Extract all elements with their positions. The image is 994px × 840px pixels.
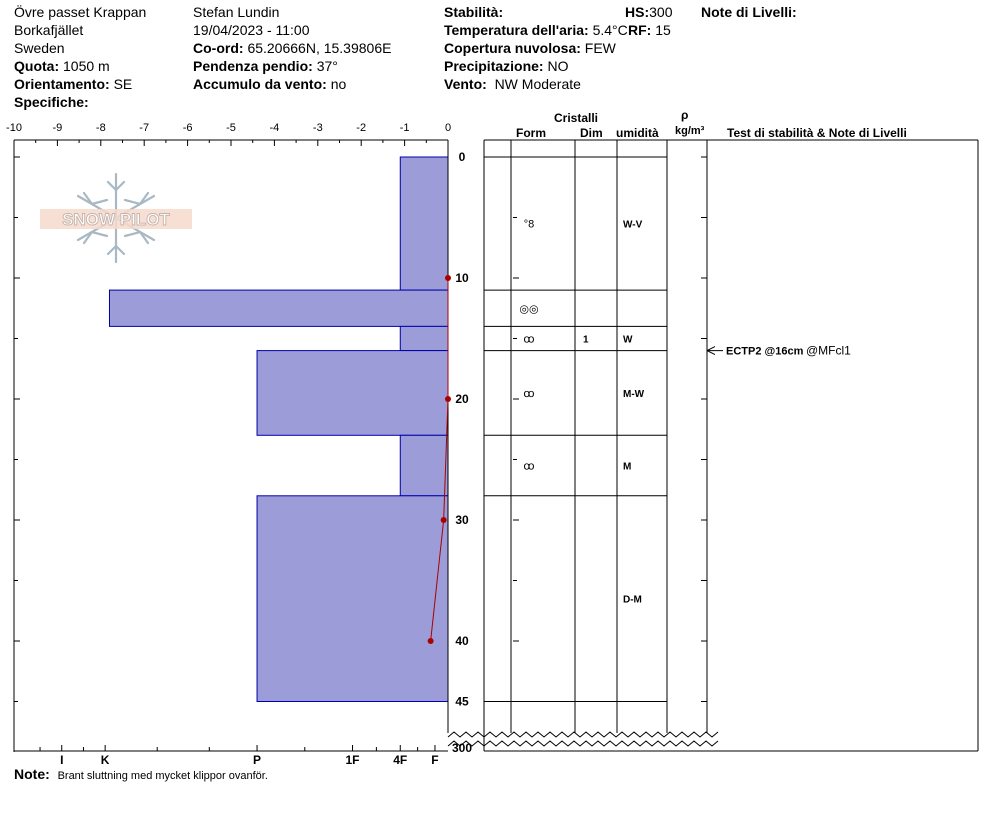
depth-label: 30: [455, 513, 469, 527]
wind-value: NW Moderate: [494, 76, 581, 92]
crystal-form-icon: ◎◎: [519, 303, 539, 316]
specifiche-label: Specifiche:: [14, 94, 89, 110]
hardness-tick-label: 4F: [393, 753, 408, 767]
quota-label: Quota:: [14, 58, 60, 74]
density-header: ρ: [681, 108, 689, 122]
wetness-value: M: [623, 461, 632, 473]
temperature-point: [441, 517, 447, 523]
note-text: Brant sluttning med mycket klippor ovanför.: [57, 770, 268, 782]
region: Borkafjället: [14, 22, 84, 38]
wind-loading-label: Accumulo da vento:: [193, 76, 327, 92]
x-tick-label: -5: [226, 122, 236, 134]
slope-value: 37°: [316, 58, 338, 74]
depth-label: 40: [455, 634, 469, 648]
wetness-header: umidità: [616, 126, 659, 140]
wetness-value: W: [623, 334, 633, 346]
layer-notes-label: Note di Livelli:: [701, 4, 797, 20]
stability-test-result: ECTP2 @16cm: [726, 345, 804, 358]
x-tick-label: -1: [399, 122, 410, 134]
depth-label: 0: [458, 150, 466, 164]
temperature-point: [445, 275, 451, 281]
hardness-bar: [400, 326, 448, 350]
observer: Stefan Lundin: [193, 4, 280, 20]
precipitation-value: NO: [547, 58, 569, 74]
crystals-header: Cristalli: [554, 111, 599, 125]
stability-label: Stabilità:: [444, 4, 504, 20]
air-temp-label: Temperatura dell'aria:: [444, 22, 589, 38]
location: Övre passet Krappan: [14, 4, 147, 20]
x-tick-label: -2: [356, 122, 367, 134]
x-tick-label: -8: [95, 122, 106, 134]
snowpilot-logo: [40, 174, 192, 262]
depth-label: 20: [455, 392, 469, 406]
hardness-tick-label: P: [253, 753, 262, 767]
dim-header: Dim: [580, 126, 603, 140]
hs-label: HS:: [625, 4, 650, 20]
footer-note: [14, 766, 268, 784]
crystal-form-icon: ꝏ: [523, 387, 535, 400]
layers-table: [448, 140, 978, 751]
coord-label: Co-ord:: [193, 40, 244, 56]
orientation-value: SE: [113, 76, 133, 92]
hardness-tick-label: K: [100, 753, 110, 767]
x-tick-label: 0: [444, 122, 452, 134]
rf-value: 15: [655, 22, 671, 38]
coord-value: 65.20666N, 15.39806E: [247, 40, 392, 56]
x-tick-label: -9: [52, 122, 63, 134]
x-tick-label: -3: [312, 122, 323, 134]
hs-value: 300: [649, 4, 673, 20]
wind-loading-value: no: [330, 76, 347, 92]
crystal-form-icon: °8: [523, 218, 535, 231]
air-temp-value: 5.4°C: [592, 22, 628, 38]
depth-label: 300: [451, 741, 473, 755]
logo-text: SNOW PILOT: [62, 210, 170, 229]
hardness-bar: [257, 351, 448, 436]
cloud-cover-value: FEW: [584, 40, 616, 56]
depth-label: 10: [455, 271, 469, 285]
x-tick-label: -6: [182, 122, 193, 134]
wetness-value: D-M: [623, 594, 642, 606]
note-label: Note:: [14, 766, 50, 782]
x-tick-label: -7: [139, 122, 150, 134]
temperature-point: [445, 396, 451, 402]
hardness-bar: [400, 157, 448, 290]
crystal-form-icon: ꝏ: [523, 333, 535, 346]
slope-label: Pendenza pendio:: [193, 58, 313, 74]
rf-label: RF:: [628, 22, 652, 38]
quota-value: 1050 m: [63, 58, 110, 74]
form-header: Form: [516, 126, 546, 140]
wetness-value: M-W: [623, 388, 645, 400]
hardness-tick-label: F: [431, 753, 439, 767]
orientation-label: Orientamento:: [14, 76, 110, 92]
wetness-value: W-V: [623, 219, 643, 231]
x-tick-label: -10: [6, 122, 22, 134]
axis-break-top: [448, 732, 718, 737]
crystal-size: 1: [583, 334, 589, 346]
hardness-bar: [257, 496, 448, 702]
cloud-cover-label: Copertura nuvolosa:: [444, 40, 581, 56]
crystal-form-icon: ꝏ: [523, 460, 535, 473]
precipitation-label: Precipitazione:: [444, 58, 544, 74]
depth-label: 45: [455, 694, 469, 709]
stability-test-note: @MFcl1: [806, 343, 851, 358]
temperature-point: [428, 638, 434, 644]
country: Sweden: [14, 40, 65, 56]
x-tick-label: -4: [269, 122, 280, 134]
hardness-bar: [109, 290, 448, 326]
density-unit: kg/m³: [675, 125, 705, 137]
stability-tests-header: Test di stabilità & Note di Livelli: [727, 126, 907, 140]
wind-label: Vento:: [444, 76, 487, 92]
datetime: 19/04/2023 - 11:00: [193, 22, 310, 38]
stability-test-arrow: [707, 347, 723, 355]
hardness-tick-label: 1F: [345, 753, 360, 767]
hardness-bar: [400, 435, 448, 496]
axis-break-bottom: [448, 741, 718, 746]
hardness-tick-label: I: [60, 753, 64, 767]
